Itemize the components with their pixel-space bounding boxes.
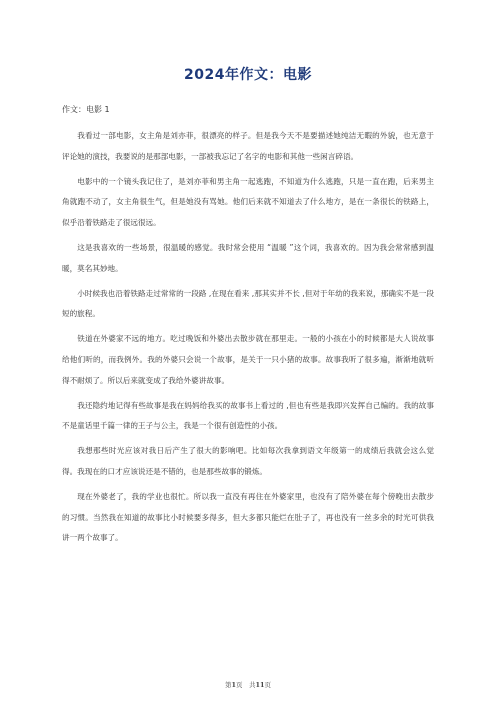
footer-prefix: 第 xyxy=(224,681,232,689)
paragraph: 我看过一部电影，女主角是刘亦菲，很漂亮的样子。但是我今天不是要描述她纯洁无暇的外貌，也无意于评论她的演技，我要说的是那部电影，一部被我忘记了名字的电影和其他一些闲言碎语。 xyxy=(62,131,434,161)
paragraph: 我还隐约地记得有些故事是我在妈妈给我买的故事书上看过的 ,但也有些是我即兴发挥自己编的。我的故事不是童话里千篇一律的王子与公主，我是一个很有创造性的小孩。 xyxy=(62,400,434,431)
paragraph: 铁道在外婆家不远的地方。吃过晚饭和外婆出去散步就在那里走。一般的小孩在小的时候都是大人说故事给他们听的，而我例外。我的外婆只会说一个故事，是关于一只小猪的故事。故事我听了很多遍，渐渐地就听得不耐烦了。所以后来就变成了我给外婆讲故事。 xyxy=(62,334,434,385)
paragraph: 现在外婆老了，我的学业也很忙。所以我一直没有再住在外婆家里，也没有了陪外婆在每个傍晚出去散步的习惯。当然我在知道的故事比小时候要多得多，但大多都只能烂在肚子了，再也没有一丝多余的时光可供我讲一两个故事了。 xyxy=(62,492,434,543)
paragraph: 小时候我也沿着铁路走过常常的一段路 ,在现在看来 ,那其实并不长 ,但对于年幼的我来说，那确实不是一段短的旅程。 xyxy=(62,288,434,319)
page-number: 1 xyxy=(231,681,236,689)
paragraph: 电影中的一个镜头我记住了，是刘亦菲和男主角一起逃跑，不知道为什么逃跑，只是一直在跑，后来男主角就跑不动了，女主角很生气，但是她没有骂她。他们后来就不知道去了什么地方，是在一条很长的铁路上，似乎沿着铁路走了很远很远。 xyxy=(62,176,434,227)
document-body xyxy=(62,126,434,553)
page-footer xyxy=(0,680,496,689)
footer-middle: 页 共 xyxy=(235,681,256,689)
document-subtitle: 作文：电影 1 xyxy=(62,105,110,114)
footer-suffix: 页 xyxy=(264,681,272,689)
document-title: 2024年作文：电影 xyxy=(184,67,312,83)
paragraph: 我想那些时光应该对我日后产生了很大的影响吧。比如每次我拿到语文年级第一的成绩后我就会这么觉得。我现在的口才应该说还是不错的，也是那些故事的锻炼。 xyxy=(62,446,434,476)
page-total: 11 xyxy=(255,681,265,689)
paragraph: 这是我喜欢的一些场景，很温暖的感觉。我时常会使用 “温暖 ”这个词，我喜欢的。因为我会常常感到温暖，莫名其妙地。 xyxy=(62,242,434,273)
